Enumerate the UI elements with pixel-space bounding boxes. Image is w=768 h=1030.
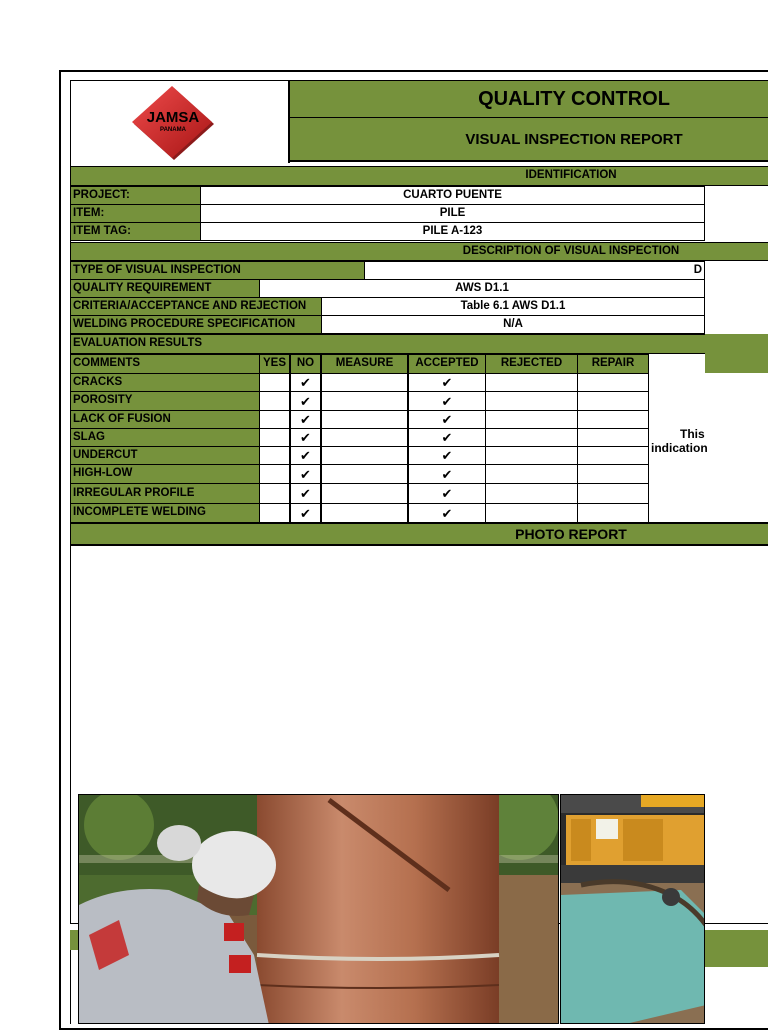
check-mark-icon: ✔ xyxy=(300,505,311,521)
check-mark-icon: ✔ xyxy=(300,393,311,409)
check-mark-icon: ✔ xyxy=(300,466,311,482)
side-green-block xyxy=(705,334,768,374)
check-mark-icon: ✔ xyxy=(441,505,453,521)
evaluation-cell xyxy=(485,446,578,465)
evaluation-cell xyxy=(259,503,290,523)
evaluation-cell xyxy=(290,410,321,429)
logo-subtext: PANAMA xyxy=(160,127,186,133)
check-mark-icon: ✔ xyxy=(300,375,311,390)
evaluation-cell xyxy=(321,391,408,411)
description-value: AWS D1.1 xyxy=(259,279,705,298)
check-mark-icon: ✔ xyxy=(300,412,311,427)
evaluation-row-label: UNDERCUT xyxy=(70,446,260,465)
evaluation-row-label: HIGH-LOW xyxy=(70,464,260,484)
bottom-inner-frame xyxy=(70,950,78,1024)
evaluation-cell xyxy=(408,483,486,504)
ident-label: PROJECT: xyxy=(70,186,201,205)
evaluation-cell xyxy=(485,503,578,523)
check-mark-icon: ✔ xyxy=(441,412,453,427)
evaluation-column-header: REPAIR xyxy=(577,354,649,374)
note-text-2: indication xyxy=(651,441,708,455)
ident-value: PILE A-123 xyxy=(200,222,705,241)
evaluation-cell xyxy=(321,428,408,447)
evaluation-cell xyxy=(577,428,649,447)
evaluation-cell xyxy=(290,483,321,504)
evaluation-cell xyxy=(577,464,649,484)
description-value: N/A xyxy=(321,315,705,334)
evaluation-cell xyxy=(577,446,649,465)
evaluation-cell xyxy=(290,464,321,484)
evaluation-cell xyxy=(290,503,321,523)
ident-label: ITEM: xyxy=(70,204,201,223)
description-label: WELDING PROCEDURE SPECIFICATION xyxy=(70,315,322,334)
evaluation-header: EVALUATION RESULTS xyxy=(70,334,768,354)
evaluation-column-header: YES xyxy=(259,354,290,374)
description-label: TYPE OF VISUAL INSPECTION xyxy=(70,261,365,280)
evaluation-cell xyxy=(408,410,486,429)
note-text-1: This xyxy=(680,427,705,441)
evaluation-cell xyxy=(290,428,321,447)
evaluation-cell xyxy=(259,428,290,447)
photo-report-header: PHOTO REPORT xyxy=(70,523,768,546)
description-label: CRITERIA/ACCEPTANCE AND REJECTION xyxy=(70,297,322,316)
check-mark-icon: ✔ xyxy=(441,486,453,501)
evaluation-cell xyxy=(577,391,649,411)
evaluation-cell xyxy=(485,391,578,411)
evaluation-cell xyxy=(577,483,649,504)
identification-header: IDENTIFICATION xyxy=(70,166,768,186)
check-mark-icon: ✔ xyxy=(441,430,453,445)
evaluation-column-header: REJECTED xyxy=(485,354,578,374)
page-title: QUALITY CONTROL xyxy=(478,88,670,110)
evaluation-cell xyxy=(321,483,408,504)
evaluation-cell xyxy=(485,373,578,392)
evaluation-row-label: SLAG xyxy=(70,428,260,447)
evaluation-cell xyxy=(259,373,290,392)
evaluation-cell xyxy=(577,410,649,429)
evaluation-cell xyxy=(485,483,578,504)
evaluation-cell xyxy=(259,410,290,429)
evaluation-row-label: POROSITY xyxy=(70,391,260,411)
side-green-block-2 xyxy=(705,930,768,967)
inspection-photo-1 xyxy=(78,794,559,1024)
evaluation-row-label: CRACKS xyxy=(70,373,260,392)
logo-box xyxy=(71,81,290,163)
evaluation-row-label: INCOMPLETE WELDING xyxy=(70,503,260,523)
evaluation-cell xyxy=(321,503,408,523)
evaluation-cell xyxy=(259,483,290,504)
evaluation-cell xyxy=(321,446,408,465)
left-green-strip xyxy=(70,930,78,950)
evaluation-cell xyxy=(408,464,486,484)
evaluation-cell xyxy=(408,428,486,447)
evaluation-column-header: MEASURE xyxy=(321,354,408,374)
description-value: Table 6.1 AWS D1.1 xyxy=(321,297,705,316)
evaluation-cell xyxy=(290,391,321,411)
logo-text: JAMSA xyxy=(146,109,200,126)
evaluation-cell xyxy=(485,428,578,447)
evaluation-cell xyxy=(485,464,578,484)
check-mark-icon: ✔ xyxy=(441,375,453,390)
evaluation-cell xyxy=(259,464,290,484)
evaluation-row-label: LACK OF FUSION xyxy=(70,410,260,429)
evaluation-cell xyxy=(321,464,408,484)
description-header: DESCRIPTION OF VISUAL INSPECTION xyxy=(70,242,768,261)
check-mark-icon: ✔ xyxy=(441,448,453,463)
evaluation-cell xyxy=(290,446,321,465)
check-mark-icon: ✔ xyxy=(441,393,453,409)
evaluation-cell xyxy=(321,373,408,392)
evaluation-column-header: ACCEPTED xyxy=(408,354,486,374)
evaluation-cell xyxy=(321,410,408,429)
evaluation-cell xyxy=(259,391,290,411)
evaluation-cell xyxy=(577,373,649,392)
check-mark-icon: ✔ xyxy=(300,448,311,463)
check-mark-icon: ✔ xyxy=(300,430,311,445)
evaluation-cell xyxy=(408,391,486,411)
description-label: QUALITY REQUIREMENT xyxy=(70,279,260,298)
evaluation-cell xyxy=(408,373,486,392)
evaluation-cell xyxy=(577,503,649,523)
ident-value: CUARTO PUENTE xyxy=(200,186,705,205)
evaluation-cell xyxy=(408,446,486,465)
evaluation-column-header: COMMENTS xyxy=(70,354,260,374)
evaluation-column-header: NO xyxy=(290,354,321,374)
evaluation-row-label: IRREGULAR PROFILE xyxy=(70,483,260,504)
evaluation-cell xyxy=(290,373,321,392)
evaluation-cell xyxy=(259,446,290,465)
check-mark-icon: ✔ xyxy=(441,466,453,482)
ident-value: PILE xyxy=(200,204,705,223)
check-mark-icon: ✔ xyxy=(300,486,311,501)
page-subtitle: VISUAL INSPECTION REPORT xyxy=(465,131,683,148)
ident-label: ITEM TAG: xyxy=(70,222,201,241)
evaluation-cell xyxy=(408,503,486,523)
description-value: D xyxy=(364,261,705,280)
evaluation-cell xyxy=(485,410,578,429)
inspection-photo-2 xyxy=(560,794,705,1024)
